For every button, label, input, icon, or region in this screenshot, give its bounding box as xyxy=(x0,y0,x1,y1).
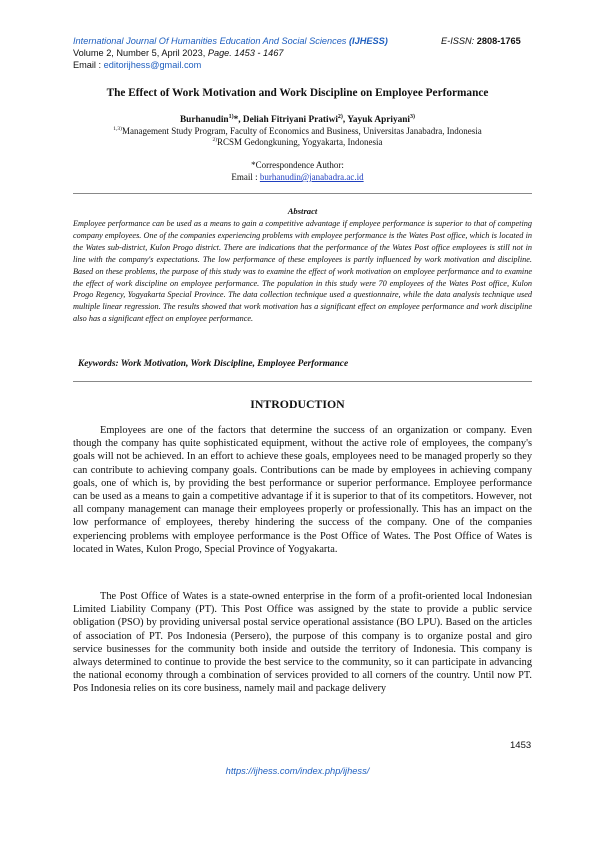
affiliation-sup: 2) xyxy=(212,137,218,143)
affiliation xyxy=(40,137,555,147)
author-name: Yayuk Apriyani xyxy=(347,115,410,126)
correspondence-email-link[interactable]: burhanudin@janabadra.ac.id xyxy=(259,172,364,182)
affiliation-sup: 1,3) xyxy=(113,126,123,132)
abstract-heading: Abstract xyxy=(287,206,318,216)
correspondence-email-label: Email : xyxy=(231,172,260,182)
keywords: Keywords: Work Motivation, Work Discipline, Employee Performance xyxy=(78,359,349,369)
divider xyxy=(73,381,532,382)
affiliation xyxy=(40,126,555,136)
author-sep: *, xyxy=(233,115,243,126)
volume-info xyxy=(73,48,283,58)
page-range: Page. 1453 - 1467 xyxy=(207,48,284,58)
journal-name-text: International Journal Of Humanities Education And Social Sciences xyxy=(73,36,347,46)
affiliation-text: Management Study Program, Faculty of Economics and Business, Universitas Janabadra, Indonesia xyxy=(122,126,482,136)
author-name: Deliah Fitriyani Pratiwi xyxy=(242,115,338,126)
abstract-text: Employee performance can be used as a means to gain a competitive advantage if employee performance is superior to that of competing company employees. One of the companies experiencing problems with employee performance is the Wates Post office, which is located in the Wates sub-district, Kulon Progo district. There are indications that the performance of the Wates Post office employees is still not in line with the company's expectations. The low performance of these employees is partly influenced by work motivation and discipline. Based on these problems, the purpose of this study was to examine the effect of work motivation on employee performance and to examine the effect of work discipline on employee performance. The population in this study were 70 employees of the Wates Post office, Kulon Progo Regency, Yogyakarta Special Province. The data collection technique used a questionnaire, while the data analysis technique used multiple linear regression. The results showed that work motivation has a significant effect on employee performance and work discipline also has a significant effect on employee performance. xyxy=(73,219,532,324)
journal-email xyxy=(73,60,201,70)
article-title: The Effect of Work Motivation and Work Discipline on Employee Performance xyxy=(106,87,489,99)
section-heading: INTRODUCTION xyxy=(250,397,345,411)
author-sup: 1) xyxy=(228,114,234,120)
author-sep: , xyxy=(342,115,348,126)
issn xyxy=(441,36,521,46)
paragraph-text: The Post Office of Wates is a state-owned enterprise in the form of a profit-oriented local Indonesian Limited Liability Company (PT). This Post Office was assigned by the state to provide a public service obligation (PSO) by providing universal postal service operational assistance (BO LPU). Based on the articles of association of PT. Pos Indonesia (Persero), the purpose of this company is to organize postal and giro service businesses for the community both inside and outside the territory of Indonesia. This company is always determined to continue to provide the best service to the community, so it can participate in advancing the national economy through a combination of services provided to all corners of the country. Until now PT. Pos Indonesia relies on its core business, namely mail and package delivery xyxy=(73,591,532,695)
author-name: Burhanudin xyxy=(179,115,229,126)
affiliation-text: RCSM Gedongkuning, Yogyakarta, Indonesia xyxy=(217,137,383,147)
divider xyxy=(73,193,532,194)
paragraph-text: Employees are one of the factors that determine the success of an organization or company. Even though the company has quite sophisticated equipment, without the active role of employees, the company's goals will not be achieved. In an effort to achieve these goals, employees need to be managed properly so they can contribute to achieving company goals. Contributions can be made by employees in achieving company goals, one of which is, by providing the best performance or superior performance. Employee performance can be used as a means to gain a competitive advantage if it is superior to that of its competitors. However, not all company management can manage their employees properly or professionally. This has an impact on the low performance of employees, thereby hindering the success of the company. One of the companies experiencing problems with employee performance is the Post Office of Wates. The Post Office of Wates is located in Wates, Kulon Progo, Special Province of Yogyakarta. xyxy=(73,425,532,555)
body-paragraph xyxy=(73,424,532,556)
footer-url[interactable]: https://ijhess.com/index.php/ijhess/ xyxy=(225,766,370,776)
author-sup: 3) xyxy=(410,114,415,120)
journal-abbrev: (IJHESS) xyxy=(348,36,388,46)
correspondence-label: *Correspondence Author: xyxy=(251,160,344,170)
issn-value: 2808-1765 xyxy=(476,36,521,46)
author-sup: 2) xyxy=(337,114,343,120)
correspondence-email xyxy=(60,172,535,182)
email-label: Email : xyxy=(73,60,104,70)
body-paragraph xyxy=(73,590,532,696)
journal-name xyxy=(73,36,388,46)
journal-email-link[interactable]: editorijhess@gmail.com xyxy=(103,60,202,70)
issn-label: E-ISSN: xyxy=(441,36,475,46)
page-number: 1453 xyxy=(510,740,532,751)
volume-text: Volume 2, Number 5, April 2023, xyxy=(73,48,208,58)
author-list xyxy=(60,114,535,125)
